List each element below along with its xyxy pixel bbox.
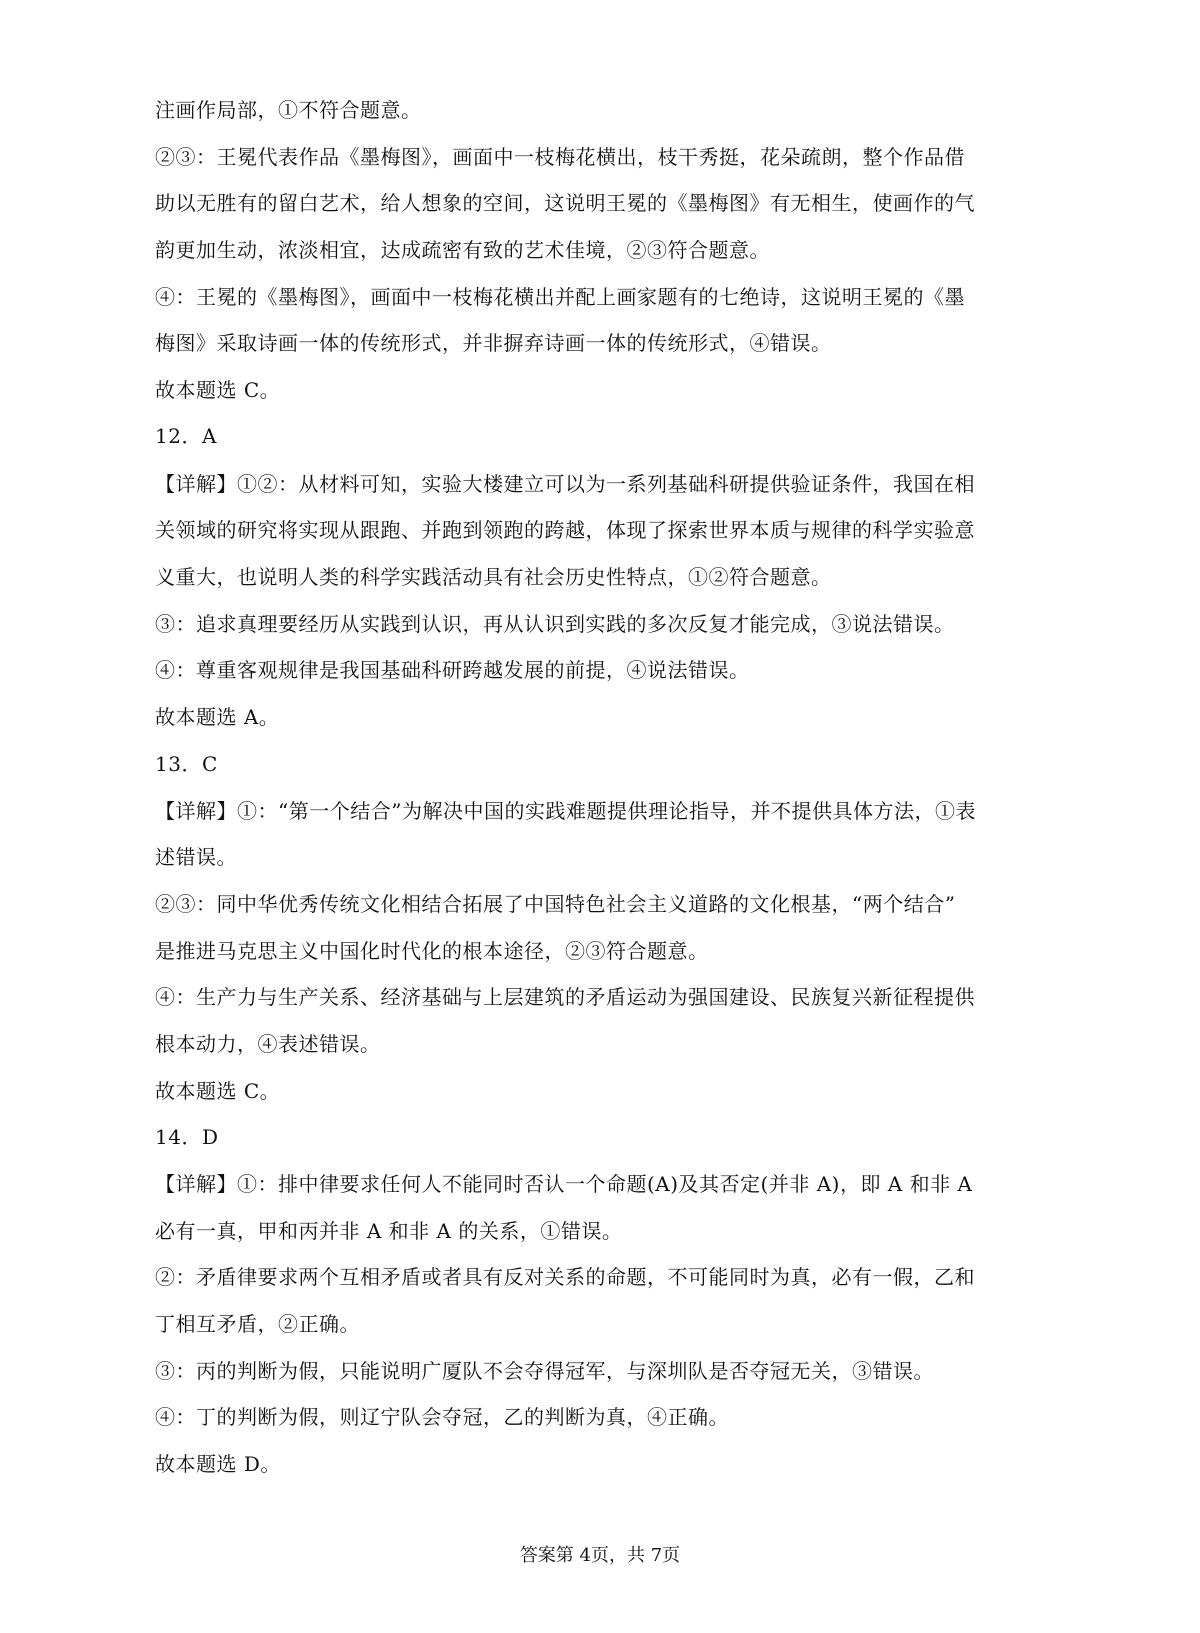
question-number: 13．C	[155, 752, 218, 776]
conclusion-line: 故本题选 D。	[155, 1452, 281, 1476]
text-line: 韵更加生动，浓淡相宜，达成疏密有致的艺术佳境，②③符合题意。	[155, 238, 770, 262]
conclusion-line: 故本题选 C。	[155, 1079, 281, 1103]
text-line: ②③：同中华优秀传统文化相结合拓展了中国特色社会主义道路的文化根基，“两个结合”	[155, 892, 956, 916]
text-line: 【详解】①：排中律要求任何人不能同时否认一个命题(A)及其否定(并非 A)，即 A 和非 A	[155, 1172, 973, 1196]
conclusion-line: 故本题选 C。	[155, 378, 281, 402]
page-footer: 答案第 4页，共 7页	[519, 1545, 681, 1566]
text-line: ②：矛盾律要求两个互相矛盾或者具有反对关系的命题，不可能同时为真，必有一假，乙和	[155, 1265, 975, 1289]
text-line: 丁相互矛盾，②正确。	[155, 1312, 360, 1336]
text-line: 根本动力，④表述错误。	[155, 1032, 381, 1056]
text-line: 【详解】①：“第一个结合”为解决中国的实践难题提供理论指导，并不提供具体方法，①表	[155, 799, 976, 823]
text-line: 注画作局部，①不符合题意。	[155, 98, 422, 122]
question-number: 12．A	[155, 424, 217, 448]
text-line: ④：王冕的《墨梅图》，画面中一枝梅花横出并配上画家题有的七绝诗，这说明王冕的《墨	[155, 285, 965, 309]
text-line: 助以无胜有的留白艺术，给人想象的空间，这说明王冕的《墨梅图》有无相生，使画作的气	[155, 191, 975, 215]
text-line: 义重大，也说明人类的科学实践活动具有社会历史性特点，①②符合题意。	[155, 565, 832, 589]
text-line: ③：追求真理要经历从实践到认识，再从认识到实践的多次反复才能完成，③说法错误。	[155, 612, 955, 636]
conclusion-line: 故本题选 A。	[155, 705, 280, 729]
text-line: 必有一真，甲和丙并非 A 和非 A 的关系，①错误。	[155, 1219, 623, 1243]
text-line: ④：生产力与生产关系、经济基础与上层建筑的矛盾运动为强国建设、民族复兴新征程提供	[155, 985, 975, 1009]
text-line: 关领域的研究将实现从跟跑、并跑到领跑的跨越，体现了探索世界本质与规律的科学实验意	[155, 518, 975, 542]
question-number: 14．D	[155, 1125, 219, 1149]
text-line: 是推进马克思主义中国化时代化的根本途径，②③符合题意。	[155, 939, 709, 963]
text-line: ④：丁的判断为假，则辽宁队会夺冠，乙的判断为真，④正确。	[155, 1405, 729, 1429]
text-line: ②③：王冕代表作品《墨梅图》，画面中一枝梅花横出，枝干秀挺，花朵疏朗，整个作品借	[155, 145, 965, 169]
text-line: ④：尊重客观规律是我国基础科研跨越发展的前提，④说法错误。	[155, 658, 750, 682]
text-line: ③：丙的判断为假，只能说明广厦队不会夺得冠军，与深圳队是否夺冠无关，③错误。	[155, 1359, 934, 1383]
text-line: 梅图》采取诗画一体的传统形式，并非摒弃诗画一体的传统形式，④错误。	[155, 331, 832, 355]
text-line: 【详解】①②：从材料可知，实验大楼建立可以为一系列基础科研提供验证条件，我国在相	[155, 472, 975, 496]
text-line: 述错误。	[155, 845, 237, 869]
